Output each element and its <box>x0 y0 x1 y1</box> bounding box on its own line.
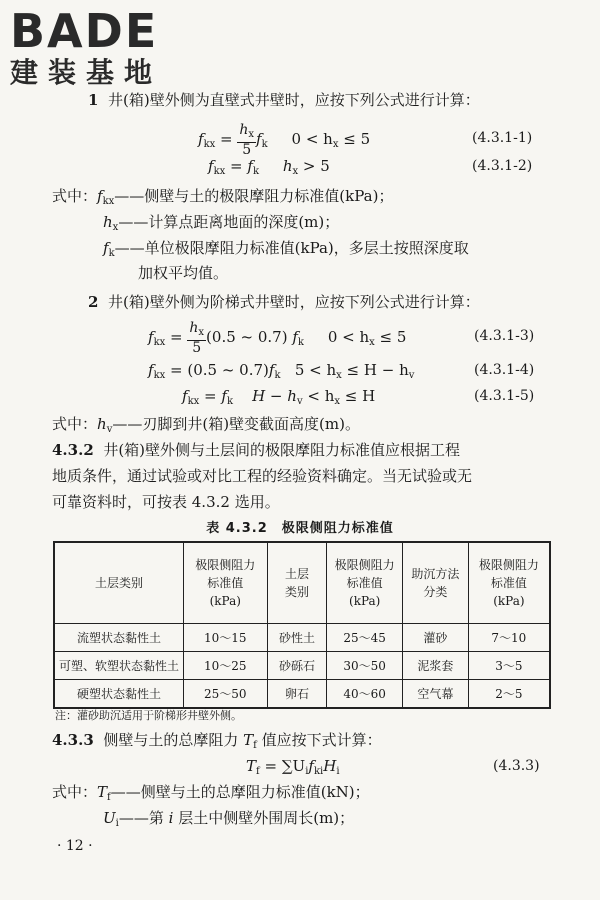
equation-number: (4.3.1-2) <box>472 158 533 174</box>
eq-subscript: k <box>252 166 259 177</box>
eq-subscript: kx <box>187 396 200 407</box>
eq-condition: h <box>282 157 293 175</box>
eq-coefficient: (0.5 ~ 0.7) <box>206 328 293 346</box>
table-cell: 泥浆套 <box>403 652 469 680</box>
logo-wordmark: BADE <box>10 4 159 58</box>
def-prefix: 式中： <box>52 415 98 433</box>
item-number: 1 <box>88 91 99 109</box>
definition-line <box>52 414 360 440</box>
fraction <box>187 321 206 355</box>
eq-operator: = <box>165 328 188 346</box>
equation-number: (4.3.1-5) <box>474 388 535 404</box>
def-symbol: U <box>103 809 116 827</box>
section-number: 4.3.2 <box>52 441 94 459</box>
eq-symbol: f <box>148 361 154 379</box>
table-cell: 7～10 <box>468 624 550 652</box>
def-prefix: 式中： <box>52 187 98 205</box>
equation-4-3-1-2 <box>208 156 330 182</box>
table-cell: 10～15 <box>183 624 267 652</box>
header-cell: 极限侧阻力 标准值 (kPa) <box>468 542 550 624</box>
item-number: 2 <box>88 293 99 311</box>
def-subscript: kx <box>102 196 115 207</box>
eq-subscript: k <box>274 370 281 381</box>
resistance-table <box>53 541 551 709</box>
def-prefix: 式中： <box>52 783 98 801</box>
table-header-row <box>54 542 550 624</box>
table-cell: 40～60 <box>327 680 403 709</box>
def-text: ——侧壁与土的总摩阻力标准值(kN)； <box>110 783 370 801</box>
item-1 <box>88 90 480 110</box>
table-cell: 25～45 <box>327 624 403 652</box>
table-row <box>54 680 550 709</box>
eq-condition: ≤ 5 <box>338 130 371 148</box>
section-4-3-3 <box>52 730 382 756</box>
def-subscript: x <box>112 222 119 233</box>
header-cell: 助沉方法 分类 <box>403 542 469 624</box>
logo-subtitle: 建装基地 <box>10 56 163 89</box>
eq-condition: 5 < h <box>294 361 337 379</box>
table-cell: 空气幕 <box>403 680 469 709</box>
table-cell: 3～5 <box>468 652 550 680</box>
eq-subscript: x <box>369 337 375 348</box>
eq-condition: H − h <box>252 387 297 405</box>
equation-4-3-1-5 <box>182 386 375 412</box>
table-row <box>54 652 550 680</box>
eq-denominator: 5 <box>242 142 252 158</box>
def-text: ——第 <box>118 809 169 827</box>
def-subscript: f <box>253 740 257 751</box>
eq-subscript: i <box>336 766 340 777</box>
def-text: 层土中侧壁外围周长(m)； <box>173 809 355 827</box>
def-subscript: i <box>115 818 119 829</box>
equation-4-3-3 <box>246 756 340 782</box>
def-text: ——侧壁与土的极限摩阻力标准值(kPa)； <box>114 187 394 205</box>
eq-condition: ≤ 5 <box>374 328 407 346</box>
eq-subscript: x <box>332 139 339 150</box>
eq-subscript: x <box>198 327 205 338</box>
eq-subscript: f <box>256 766 260 777</box>
def-symbol: i <box>168 809 174 827</box>
item-text: 井(箱)壁外侧为阶梯式井壁时，应按下列公式进行计算： <box>107 293 480 311</box>
def-text: ——刃脚到井(箱)壁变截面高度(m)。 <box>112 415 360 433</box>
eq-subscript: v <box>296 396 303 407</box>
def-symbol: T <box>243 731 254 749</box>
eq-subscript: k <box>297 337 304 348</box>
eq-subscript: kx <box>153 337 166 348</box>
paragraph-text: 侧壁与土的总摩阻力 <box>103 731 244 749</box>
eq-symbol: f <box>221 387 227 405</box>
section-number: 4.3.3 <box>52 731 94 749</box>
definition-continuation: 加权平均值。 <box>138 264 229 282</box>
equation-number: (4.3.1-3) <box>474 328 535 344</box>
fraction <box>237 123 256 157</box>
eq-denominator: 5 <box>192 340 202 356</box>
eq-operator: = <box>199 387 222 405</box>
eq-operator: = ∑U <box>259 757 306 775</box>
header-cell: 土层 类别 <box>267 542 327 624</box>
eq-subscript: x <box>248 129 255 140</box>
eq-subscript: ki <box>313 766 324 777</box>
def-symbol: h <box>97 415 107 433</box>
eq-symbol: T <box>246 757 257 775</box>
eq-condition: 0 < h <box>327 328 370 346</box>
table-cell: 灌砂 <box>403 624 469 652</box>
table-cell: 卵石 <box>267 680 327 709</box>
eq-subscript: x <box>292 166 299 177</box>
table-cell: 30～50 <box>327 652 403 680</box>
eq-symbol: f <box>148 328 154 346</box>
table-cell: 2～5 <box>468 680 550 709</box>
def-symbol: f <box>103 239 109 257</box>
def-symbol: T <box>97 783 108 801</box>
def-text: ——单位极限摩阻力标准值(kPa)，多层土按照深度取 <box>114 239 469 257</box>
def-symbol: f <box>97 187 103 205</box>
eq-symbol: f <box>292 328 298 346</box>
eq-subscript: kx <box>153 370 166 381</box>
table-note: 注：灌砂助沉适用于阶梯形井壁外侧。 <box>55 709 242 722</box>
paragraph-line: 可靠资料时，可按表 4.3.2 选用。 <box>52 493 280 511</box>
eq-subscript: x <box>334 396 340 407</box>
eq-condition: ≤ H − h <box>341 361 409 379</box>
page-number: · 12 · <box>57 838 93 854</box>
table-caption: 表 4.3.2 极限侧阻力标准值 <box>206 521 394 536</box>
eq-subscript: k <box>226 396 233 407</box>
table-cell: 可塑、软塑状态黏性土 <box>54 652 183 680</box>
table-cell: 25～50 <box>183 680 267 709</box>
brand-logo <box>10 4 163 90</box>
def-subscript: v <box>106 424 113 435</box>
eq-symbol: f <box>247 157 253 175</box>
eq-symbol: h <box>239 122 249 138</box>
eq-condition: ≤ H <box>340 387 376 405</box>
table-cell: 10～25 <box>183 652 267 680</box>
section-4-3-2 <box>52 440 460 460</box>
table-cell: 砂性土 <box>267 624 327 652</box>
item-2 <box>88 292 480 312</box>
eq-symbol: f <box>208 157 214 175</box>
item-text: 井(箱)壁外侧为直壁式井壁时，应按下列公式进行计算： <box>107 91 480 109</box>
eq-symbol: h <box>189 320 199 336</box>
equation-number: (4.3.1-4) <box>474 362 535 378</box>
eq-symbol: f <box>256 130 262 148</box>
header-cell: 土层类别 <box>54 542 183 624</box>
eq-subscript: kx <box>213 166 226 177</box>
eq-operator: = <box>225 157 248 175</box>
def-text: ——计算点距离地面的深度(m)； <box>118 213 340 231</box>
eq-subscript: v <box>408 370 415 381</box>
paragraph-line: 地质条件，通过试验或对比工程的经验资料确定。当无试验或无 <box>52 467 473 485</box>
eq-condition: < h <box>302 387 335 405</box>
definition-line <box>103 212 339 238</box>
eq-operator: = (0.5 ~ 0.7) <box>165 361 269 379</box>
def-subscript: f <box>107 792 111 803</box>
eq-condition: > 5 <box>298 157 330 175</box>
equation-4-3-1-3 <box>148 320 406 360</box>
eq-subscript: kx <box>203 139 216 150</box>
eq-symbol: f <box>182 387 188 405</box>
header-cell: 极限侧阻力 标准值 (kPa) <box>183 542 267 624</box>
table-cell: 流塑状态黏性土 <box>54 624 183 652</box>
definition-line <box>103 808 354 834</box>
definition-line <box>52 186 393 212</box>
paragraph-line: 井(箱)壁外侧与土层间的极限摩阻力标准值应根据工程 <box>103 441 461 459</box>
table-cell: 砂砾石 <box>267 652 327 680</box>
eq-symbol: H <box>323 757 337 775</box>
eq-symbol: f <box>308 757 314 775</box>
table-cell: 硬塑状态黏性土 <box>54 680 183 709</box>
def-symbol: h <box>103 213 113 231</box>
def-subscript: k <box>108 248 115 259</box>
eq-operator: = <box>215 130 238 148</box>
definition-line <box>103 238 469 264</box>
eq-subscript: x <box>336 370 342 381</box>
definition-line <box>52 782 370 808</box>
equation-number: (4.3.3) <box>493 758 540 774</box>
equation-4-3-1-4 <box>148 360 414 386</box>
equation-number: (4.3.1-1) <box>472 130 533 146</box>
eq-condition: 0 < h <box>291 130 333 148</box>
table-row <box>54 624 550 652</box>
paragraph-text: 值应按下式计算： <box>256 731 382 749</box>
eq-symbol: f <box>268 361 275 379</box>
header-cell: 极限侧阻力 标准值 (kPa) <box>327 542 403 624</box>
eq-symbol: f <box>198 130 204 148</box>
eq-subscript: k <box>261 139 268 150</box>
eq-subscript: i <box>305 766 309 777</box>
